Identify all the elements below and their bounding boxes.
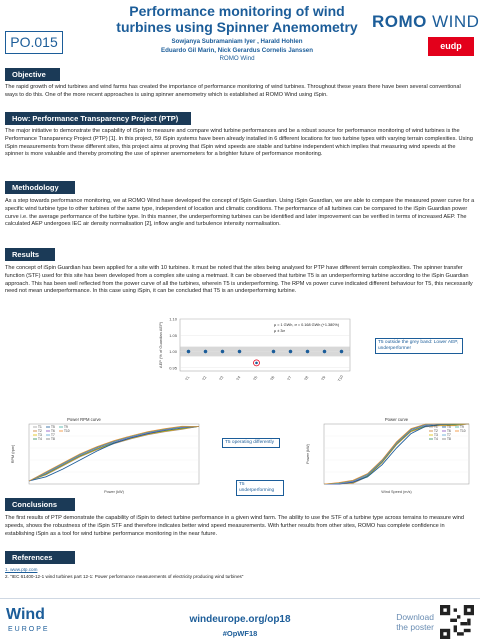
- event-hashtag: #OpWF18: [222, 629, 258, 638]
- results-heading: Results: [5, 248, 55, 261]
- methodology-text: As a step towards performance monitoring, we at ROMO Wind have developed the concept of iSpin Guardian. Using iSpin Guardian, we are able to compare the measured power curve for a specific wind turbine type to other turbines of the same type, independent of location and climatic conditions. The performance of all turbines can be compared to the iSpin Guardian power curve i.e. the average performance of the turbine type. In this manner, the underperforming turbines can be identified and later improvement can be verified in terms of increased AEP. The calculated AEP undergoes IEC air density normalisation [2], inflow angle and turbulence intensity normalisation.: [5, 198, 475, 228]
- aep-point-t5: [255, 362, 258, 365]
- objective-text: The rapid growth of wind turbines and wind farms has created the importance of performance monitoring of wind turbines. Throughout these years there have been several conventional ways to do this. One of the more recent approaches is using spinner anemometry which is established at ROMO Wind using iSpin.: [5, 84, 461, 98]
- t5-operating-callout: T5 operating differently: [222, 438, 280, 448]
- aep-x-tick-label: T6: [269, 375, 276, 382]
- legend-label: T4: [38, 437, 42, 442]
- aep-legend-entry: μ ± 3σ: [274, 329, 285, 333]
- reference-1[interactable]: 1. www.ptp.com: [5, 567, 38, 572]
- y-axis-label: RPM (rpm): [11, 444, 15, 464]
- objective-heading: Objective: [5, 68, 60, 81]
- windeurope-logo-sub: EUROPE: [8, 626, 50, 633]
- ptp-text: The major initiative to demonstrate the capability of iSpin to measure and compare wind turbine performances and be a robust source for performance monitoring of wind turbines is the Performance Transparency Project (PTP) [1]. In this project, 59 iSpin systems have been already installed in 6 different locations for two turbine types with varying terrain complexities. Using iSpin measurements from these different sites, this project aims at proving that iSpin wind speeds are stable and turbine independent which implies that measuring wind speeds at the spinner is more valuable and thereby promoting the use of spinner anemometers for a brighter future of performance monitoring.: [5, 128, 473, 158]
- legend-label: T5: [51, 425, 55, 430]
- references-heading: References: [5, 551, 75, 564]
- download-label[interactable]: Download the poster: [396, 612, 434, 632]
- aep-x-tick-label: T4: [235, 375, 242, 382]
- event-url[interactable]: windeurope.org/op18: [189, 614, 291, 625]
- legend-label: T2: [434, 429, 438, 434]
- aep-x-tick-label: T9: [320, 375, 327, 382]
- aep-x-tick-label: T7: [286, 375, 293, 382]
- aep-point: [289, 350, 292, 353]
- legend-label: T6: [51, 429, 55, 434]
- x-axis-label: Wind Speed (m/s): [381, 490, 412, 494]
- conclusions-heading: Conclusions: [5, 498, 75, 511]
- aep-point: [204, 350, 207, 353]
- romo-logo-text-b: WIND: [432, 12, 480, 31]
- legend-label: T9: [64, 425, 68, 430]
- qr-code-icon[interactable]: [440, 605, 474, 639]
- reference-2: 2. "IEC 61400-12-1 wind turbines part 12-1: Power performance measurements of electricity producing wind turbines": [5, 573, 244, 579]
- t5-under-callout: T5 underperforming: [236, 480, 284, 496]
- references-list: [5, 567, 475, 580]
- legend-label: T2: [38, 429, 42, 434]
- legend-label: T7: [51, 433, 55, 438]
- conclusions-text: The first results of PTP demonstrate the capability of iSpin to detect turbine performance in a given wind farm. The ability to use the STF of a turbine type across terrains to measure wind speeds, shows the robustness of the iSpin STF and therefore indicates better wind speed measurements. With further results from other sites, ROMO has complete confidence in establishing iSpin as a tool for wind turbine performance monitoring in the near future.: [5, 515, 465, 537]
- aep-point: [187, 350, 190, 353]
- aep-y-tick-label: 1.05: [169, 332, 177, 338]
- power-chart: [300, 414, 475, 496]
- aep-x-tick-label: T10: [337, 374, 345, 383]
- poster-code: PO.015: [5, 31, 63, 54]
- romo-wind-logo: [372, 12, 479, 32]
- aep-chart-svg: [150, 313, 360, 389]
- legend-label: T3: [434, 433, 438, 438]
- power-chart-svg: [300, 414, 475, 496]
- legend-label: T1: [38, 425, 42, 430]
- aep-chart: [150, 313, 360, 389]
- aep-point: [238, 350, 241, 353]
- methodology-heading: Methodology: [5, 181, 75, 194]
- aep-y-tick-label: 0.95: [169, 365, 177, 371]
- legend-label: T10: [64, 429, 70, 434]
- aep-x-tick-label: T8: [303, 375, 310, 382]
- results-text: The concept of iSpin Guardian has been applied for a site with 10 turbines. It must be noted that the sites being analysed for PTP have different terrain complexities. The spinner transfer function (STF) used for this site has been developed from a complex site using a metmast. It can be observed that turbine T5 is an underperforming turbine according to the iSpin Guardian approach. This has been well reflected from the power curve of all the turbines, wherein T5 is underperforming. The RPM vs power curve indicated different behaviour for T5, this necessarily need not mean underperformance. In this case using iSpin, it can be concluded that T5 is an underperforming turbine.: [5, 265, 473, 295]
- legend-label: T7: [447, 433, 451, 438]
- y-axis-label: Power (kW): [306, 444, 310, 464]
- aep-point: [272, 350, 275, 353]
- chart-title: Power curve: [384, 417, 409, 422]
- footer-divider: [0, 598, 480, 599]
- chart-title: Power RPM curve: [67, 417, 101, 422]
- romo-logo-text-a: ROMO: [372, 12, 427, 31]
- aep-y-axis-label: AEP (% of Guardian AEP): [158, 321, 163, 369]
- t5-outside-callout: T5 outside the grey band: Lower AEP, underperformer: [375, 338, 463, 354]
- aep-point: [221, 350, 224, 353]
- aep-legend-entry: μ = 1 GWh, σ = 0.168 GWh (+1.380%): [274, 323, 339, 327]
- authors-line-1: Sowjanya Subramaniam Iyer , Harald Hohlen: [171, 38, 303, 45]
- aep-x-tick-label: T2: [201, 375, 208, 382]
- legend-label: T4: [434, 437, 438, 442]
- aep-y-tick-label: 1.00: [169, 349, 177, 354]
- eudp-logo: eudp: [428, 37, 474, 56]
- poster-title: Performance monitoring of wind turbines using Spinner Anemometry: [116, 3, 358, 35]
- windeurope-logo: Wind: [6, 606, 45, 623]
- legend-label: T9: [460, 425, 464, 430]
- aep-y-tick-label: 1.10: [169, 316, 177, 322]
- x-axis-label: Power (kW): [104, 490, 124, 494]
- poster-header: [0, 0, 480, 66]
- affiliation: ROMO Wind: [219, 55, 255, 62]
- aep-x-tick-label: T3: [218, 375, 225, 382]
- aep-point: [306, 350, 309, 353]
- legend-label: T10: [460, 429, 466, 434]
- legend-label: T5: [447, 425, 451, 430]
- rpm-chart: [5, 414, 205, 496]
- authors-block: [112, 38, 362, 64]
- aep-point: [340, 350, 343, 353]
- legend-label: T8: [51, 437, 55, 442]
- legend-label: T3: [38, 433, 42, 438]
- legend-label: T8: [447, 437, 451, 442]
- legend-label: T1: [434, 425, 438, 430]
- aep-x-tick-label: T1: [184, 375, 191, 382]
- rpm-chart-svg: [5, 414, 205, 496]
- authors-line-2: Eduardo Gil Marin, Nick Gerardus Cornelis Janssen: [161, 46, 313, 54]
- aep-point: [323, 350, 326, 353]
- aep-x-tick-label: T5: [252, 375, 259, 382]
- legend-label: T6: [447, 429, 451, 434]
- ptp-heading: How: Performance Transparency Project (PTP): [5, 112, 191, 125]
